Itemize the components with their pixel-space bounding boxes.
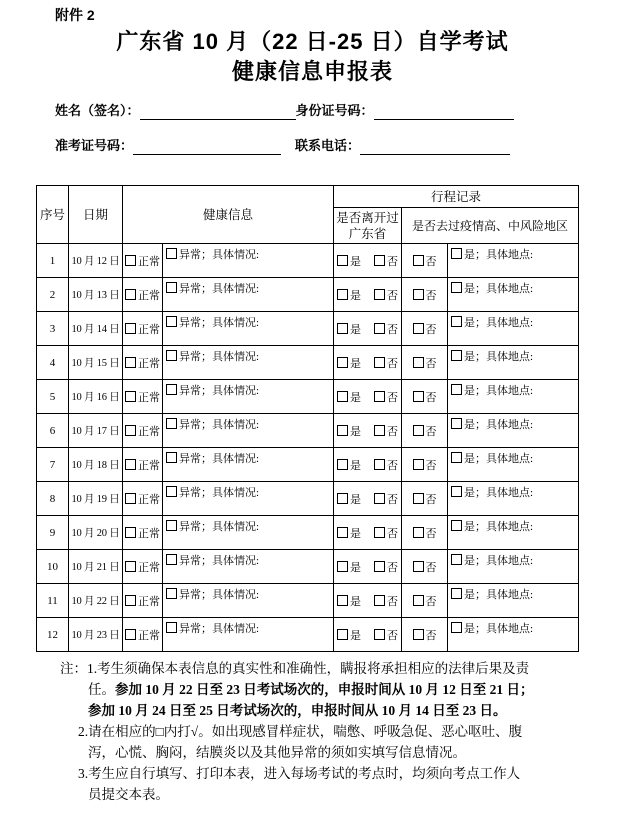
health-normal-cell bbox=[123, 550, 163, 584]
health-normal-cell bbox=[123, 278, 163, 312]
leave-no-label: 否 bbox=[387, 561, 399, 574]
header-health-info: 健康信息 bbox=[123, 186, 334, 244]
exam-ticket-blank[interactable] bbox=[133, 139, 281, 155]
risk-yes-cell bbox=[448, 584, 579, 618]
leave-no-label: 否 bbox=[387, 289, 399, 302]
leave-yes-label: 是 bbox=[350, 357, 362, 370]
date-cell: 10 月 16 日 bbox=[69, 380, 123, 414]
normal-label: 正常 bbox=[138, 425, 160, 438]
health-declaration-table bbox=[36, 185, 579, 652]
note-text: 参加 10 月 24 日至 25 日考试场次的，申报时间从 10 月 14 日至 23 日。 bbox=[88, 703, 507, 718]
checkbox-normal[interactable] bbox=[125, 595, 136, 606]
risk-no-cell bbox=[402, 516, 448, 550]
risk-yes-location-label: 是；具体地点: bbox=[464, 385, 534, 397]
exam-ticket-label: 准考证号码： bbox=[55, 138, 134, 153]
leave-guangdong-cell bbox=[334, 312, 402, 346]
date-cell: 10 月 23 日 bbox=[69, 618, 123, 652]
checkbox-risk-yes[interactable] bbox=[451, 452, 462, 463]
checkbox-risk-no[interactable] bbox=[413, 493, 424, 504]
table-row bbox=[37, 244, 579, 278]
checkbox-leave-yes[interactable] bbox=[337, 289, 348, 300]
checkbox-normal[interactable] bbox=[125, 323, 136, 334]
checkbox-normal[interactable] bbox=[125, 629, 136, 640]
risk-no-label: 否 bbox=[425, 561, 437, 574]
date-cell: 10 月 22 日 bbox=[69, 584, 123, 618]
checkbox-leave-no[interactable] bbox=[374, 425, 385, 436]
leave-yes-label: 是 bbox=[350, 459, 362, 472]
phone-blank[interactable] bbox=[360, 139, 510, 155]
leave-yes-label: 是 bbox=[350, 493, 362, 506]
risk-no-cell bbox=[402, 244, 448, 278]
note-line bbox=[88, 679, 625, 700]
checkbox-leave-no[interactable] bbox=[374, 289, 385, 300]
checkbox-risk-no[interactable] bbox=[413, 289, 424, 300]
risk-yes-cell bbox=[448, 618, 579, 652]
checkbox-normal[interactable] bbox=[125, 425, 136, 436]
checkbox-normal[interactable] bbox=[125, 255, 136, 266]
date-cell: 10 月 21 日 bbox=[69, 550, 123, 584]
normal-label: 正常 bbox=[138, 255, 160, 268]
risk-yes-location-label: 是；具体地点: bbox=[464, 283, 534, 295]
health-abnormal-cell bbox=[163, 448, 334, 482]
risk-yes-cell bbox=[448, 448, 579, 482]
checkbox-leave-no[interactable] bbox=[374, 527, 385, 538]
header-seq: 序号 bbox=[37, 186, 69, 244]
risk-no-cell bbox=[402, 448, 448, 482]
checkbox-normal[interactable] bbox=[125, 527, 136, 538]
health-abnormal-cell bbox=[163, 244, 334, 278]
health-abnormal-cell bbox=[163, 278, 334, 312]
leave-no-label: 否 bbox=[387, 323, 399, 336]
checkbox-abnormal[interactable] bbox=[166, 588, 177, 599]
risk-yes-location-label: 是；具体地点: bbox=[464, 589, 534, 601]
health-normal-cell bbox=[123, 482, 163, 516]
health-normal-cell bbox=[123, 516, 163, 550]
risk-no-label: 否 bbox=[425, 629, 437, 642]
risk-no-cell bbox=[402, 584, 448, 618]
header-risk-area: 是否去过疫情高、中风险地区 bbox=[402, 208, 579, 244]
checkbox-abnormal[interactable] bbox=[166, 554, 177, 565]
checkbox-leave-yes[interactable] bbox=[337, 323, 348, 334]
health-normal-cell bbox=[123, 618, 163, 652]
checkbox-abnormal[interactable] bbox=[166, 316, 177, 327]
health-abnormal-cell bbox=[163, 346, 334, 380]
name-signature-label: 姓名（签名）： bbox=[55, 103, 140, 118]
checkbox-risk-no[interactable] bbox=[413, 595, 424, 606]
checkbox-risk-no[interactable] bbox=[413, 459, 424, 470]
seq-cell: 10 bbox=[37, 550, 69, 584]
health-normal-cell bbox=[123, 380, 163, 414]
abnormal-label: 异常；具体情况: bbox=[179, 589, 260, 601]
leave-guangdong-cell bbox=[334, 618, 402, 652]
attachment-label: 附件 2 bbox=[55, 7, 95, 23]
note-text: 参加 10 月 22 日至 23 日考试场次的，申报时间从 10 月 12 日至 21 日； bbox=[115, 682, 534, 697]
id-number-label: 身份证号码： bbox=[295, 103, 374, 118]
date-cell: 10 月 12 日 bbox=[69, 244, 123, 278]
checkbox-risk-yes[interactable] bbox=[451, 350, 462, 361]
risk-no-label: 否 bbox=[425, 255, 437, 268]
abnormal-label: 异常；具体情况: bbox=[179, 487, 260, 499]
seq-cell: 12 bbox=[37, 618, 69, 652]
leave-no-label: 否 bbox=[387, 595, 399, 608]
leave-no-label: 否 bbox=[387, 357, 399, 370]
table-row bbox=[37, 448, 579, 482]
normal-label: 正常 bbox=[138, 391, 160, 404]
date-cell: 10 月 15 日 bbox=[69, 346, 123, 380]
checkbox-abnormal[interactable] bbox=[166, 622, 177, 633]
risk-yes-location-label: 是；具体地点: bbox=[464, 249, 534, 261]
name-signature-blank[interactable] bbox=[140, 104, 296, 120]
health-abnormal-cell bbox=[163, 482, 334, 516]
table-row bbox=[37, 414, 579, 448]
date-cell: 10 月 14 日 bbox=[69, 312, 123, 346]
checkbox-risk-no[interactable] bbox=[413, 527, 424, 538]
table-row bbox=[37, 482, 579, 516]
form-row-1 bbox=[55, 102, 625, 120]
checkbox-risk-no[interactable] bbox=[413, 425, 424, 436]
risk-yes-cell bbox=[448, 414, 579, 448]
seq-cell: 8 bbox=[37, 482, 69, 516]
risk-no-label: 否 bbox=[425, 459, 437, 472]
risk-no-label: 否 bbox=[425, 425, 437, 438]
checkbox-abnormal[interactable] bbox=[166, 452, 177, 463]
checkbox-abnormal[interactable] bbox=[166, 384, 177, 395]
checkbox-leave-no[interactable] bbox=[374, 255, 385, 266]
checkbox-normal[interactable] bbox=[125, 391, 136, 402]
health-abnormal-cell bbox=[163, 380, 334, 414]
checkbox-leave-yes[interactable] bbox=[337, 561, 348, 572]
date-cell: 10 月 17 日 bbox=[69, 414, 123, 448]
health-abnormal-cell bbox=[163, 414, 334, 448]
checkbox-leave-no[interactable] bbox=[374, 459, 385, 470]
health-normal-cell bbox=[123, 346, 163, 380]
table-row bbox=[37, 312, 579, 346]
risk-yes-location-label: 是；具体地点: bbox=[464, 521, 534, 533]
checkbox-risk-yes[interactable] bbox=[451, 248, 462, 259]
leave-guangdong-cell bbox=[334, 346, 402, 380]
checkbox-risk-no[interactable] bbox=[413, 629, 424, 640]
form-row-2 bbox=[55, 137, 625, 155]
leave-guangdong-cell bbox=[334, 584, 402, 618]
checkbox-leave-yes[interactable] bbox=[337, 493, 348, 504]
checkbox-abnormal[interactable] bbox=[166, 418, 177, 429]
checkbox-normal[interactable] bbox=[125, 459, 136, 470]
leave-no-label: 否 bbox=[387, 493, 399, 506]
risk-yes-cell bbox=[448, 244, 579, 278]
leave-guangdong-cell bbox=[334, 414, 402, 448]
checkbox-risk-no[interactable] bbox=[413, 255, 424, 266]
leave-yes-label: 是 bbox=[350, 391, 362, 404]
normal-label: 正常 bbox=[138, 595, 160, 608]
checkbox-abnormal[interactable] bbox=[166, 248, 177, 259]
seq-cell: 7 bbox=[37, 448, 69, 482]
table-row bbox=[37, 550, 579, 584]
seq-cell: 9 bbox=[37, 516, 69, 550]
normal-label: 正常 bbox=[138, 493, 160, 506]
risk-no-cell bbox=[402, 618, 448, 652]
note-line bbox=[78, 763, 625, 784]
risk-yes-cell bbox=[448, 278, 579, 312]
normal-label: 正常 bbox=[138, 527, 160, 540]
checkbox-risk-yes[interactable] bbox=[451, 622, 462, 633]
leave-guangdong-cell bbox=[334, 244, 402, 278]
checkbox-risk-no[interactable] bbox=[413, 323, 424, 334]
health-abnormal-cell bbox=[163, 312, 334, 346]
leave-guangdong-cell bbox=[334, 380, 402, 414]
checkbox-leave-yes[interactable] bbox=[337, 255, 348, 266]
risk-yes-cell bbox=[448, 516, 579, 550]
risk-yes-cell bbox=[448, 550, 579, 584]
leave-yes-label: 是 bbox=[350, 527, 362, 540]
checkbox-leave-no[interactable] bbox=[374, 391, 385, 402]
normal-label: 正常 bbox=[138, 323, 160, 336]
checkbox-leave-no[interactable] bbox=[374, 561, 385, 572]
checkbox-risk-yes[interactable] bbox=[451, 486, 462, 497]
risk-no-cell bbox=[402, 482, 448, 516]
checkbox-risk-yes[interactable] bbox=[451, 282, 462, 293]
seq-cell: 1 bbox=[37, 244, 69, 278]
checkbox-leave-yes[interactable] bbox=[337, 595, 348, 606]
leave-yes-label: 是 bbox=[350, 323, 362, 336]
risk-no-cell bbox=[402, 346, 448, 380]
header-travel-record: 行程记录 bbox=[334, 186, 579, 208]
risk-yes-location-label: 是；具体地点: bbox=[464, 555, 534, 567]
leave-yes-label: 是 bbox=[350, 595, 362, 608]
page-title-line-1: 广东省 10 月（22 日-25 日）自学考试 bbox=[116, 29, 509, 54]
health-abnormal-cell bbox=[163, 516, 334, 550]
date-cell: 10 月 20 日 bbox=[69, 516, 123, 550]
health-normal-cell bbox=[123, 448, 163, 482]
checkbox-normal[interactable] bbox=[125, 289, 136, 300]
checkbox-risk-yes[interactable] bbox=[451, 588, 462, 599]
risk-no-label: 否 bbox=[425, 289, 437, 302]
risk-no-cell bbox=[402, 380, 448, 414]
abnormal-label: 异常；具体情况: bbox=[179, 385, 260, 397]
health-abnormal-cell bbox=[163, 584, 334, 618]
checkbox-risk-yes[interactable] bbox=[451, 520, 462, 531]
note-text: 员提交本表。 bbox=[88, 787, 169, 802]
risk-no-label: 否 bbox=[425, 527, 437, 540]
date-cell: 10 月 18 日 bbox=[69, 448, 123, 482]
checkbox-abnormal[interactable] bbox=[166, 350, 177, 361]
leave-yes-label: 是 bbox=[350, 255, 362, 268]
leave-guangdong-cell bbox=[334, 482, 402, 516]
header-left-guangdong: 是否离开过广东省 bbox=[334, 208, 402, 244]
abnormal-label: 异常；具体情况: bbox=[179, 419, 260, 431]
note-line bbox=[88, 700, 625, 721]
abnormal-label: 异常；具体情况: bbox=[179, 249, 260, 261]
seq-cell: 3 bbox=[37, 312, 69, 346]
risk-yes-cell bbox=[448, 380, 579, 414]
checkbox-leave-no[interactable] bbox=[374, 493, 385, 504]
note-text: 3.考生应自行填写、打印本表，进入每场考试的考点时，均须向考点工作人 bbox=[78, 766, 521, 781]
abnormal-label: 异常；具体情况: bbox=[179, 623, 260, 635]
checkbox-normal[interactable] bbox=[125, 561, 136, 572]
abnormal-label: 异常；具体情况: bbox=[179, 283, 260, 295]
abnormal-label: 异常；具体情况: bbox=[179, 453, 260, 465]
table-row bbox=[37, 380, 579, 414]
health-abnormal-cell bbox=[163, 550, 334, 584]
notes-section bbox=[60, 658, 625, 805]
table-row bbox=[37, 584, 579, 618]
seq-cell: 2 bbox=[37, 278, 69, 312]
abnormal-label: 异常；具体情况: bbox=[179, 521, 260, 533]
seq-cell: 11 bbox=[37, 584, 69, 618]
checkbox-risk-no[interactable] bbox=[413, 357, 424, 368]
risk-yes-location-label: 是；具体地点: bbox=[464, 487, 534, 499]
risk-yes-location-label: 是；具体地点: bbox=[464, 623, 534, 635]
checkbox-leave-yes[interactable] bbox=[337, 629, 348, 640]
health-normal-cell bbox=[123, 414, 163, 448]
checkbox-normal[interactable] bbox=[125, 493, 136, 504]
note-line bbox=[60, 658, 625, 679]
abnormal-label: 异常；具体情况: bbox=[179, 555, 260, 567]
note-text: 2.请在相应的□内打√。如出现感冒样症状，喘憋、呼吸急促、恶心呕吐、腹 bbox=[78, 724, 523, 739]
note-text: 任。 bbox=[88, 682, 115, 697]
leave-yes-label: 是 bbox=[350, 629, 362, 642]
checkbox-normal[interactable] bbox=[125, 357, 136, 368]
risk-no-cell bbox=[402, 414, 448, 448]
risk-yes-location-label: 是；具体地点: bbox=[464, 351, 534, 363]
checkbox-leave-yes[interactable] bbox=[337, 357, 348, 368]
phone-label: 联系电话： bbox=[295, 138, 361, 153]
risk-no-label: 否 bbox=[425, 595, 437, 608]
table-header-row-1 bbox=[37, 186, 579, 208]
checkbox-risk-no[interactable] bbox=[413, 561, 424, 572]
risk-yes-cell bbox=[448, 312, 579, 346]
leave-guangdong-cell bbox=[334, 448, 402, 482]
checkbox-abnormal[interactable] bbox=[166, 486, 177, 497]
checkbox-leave-yes[interactable] bbox=[337, 425, 348, 436]
health-abnormal-cell bbox=[163, 618, 334, 652]
normal-label: 正常 bbox=[138, 561, 160, 574]
leave-yes-label: 是 bbox=[350, 561, 362, 574]
table-row bbox=[37, 516, 579, 550]
checkbox-leave-yes[interactable] bbox=[337, 391, 348, 402]
leave-no-label: 否 bbox=[387, 527, 399, 540]
leave-guangdong-cell bbox=[334, 516, 402, 550]
checkbox-risk-yes[interactable] bbox=[451, 418, 462, 429]
normal-label: 正常 bbox=[138, 459, 160, 472]
date-cell: 10 月 19 日 bbox=[69, 482, 123, 516]
normal-label: 正常 bbox=[138, 357, 160, 370]
risk-yes-cell bbox=[448, 482, 579, 516]
checkbox-leave-yes[interactable] bbox=[337, 527, 348, 538]
checkbox-leave-no[interactable] bbox=[374, 357, 385, 368]
risk-yes-location-label: 是；具体地点: bbox=[464, 317, 534, 329]
leave-no-label: 否 bbox=[387, 425, 399, 438]
page-title-line-2: 健康信息申报表 bbox=[231, 59, 393, 84]
health-normal-cell bbox=[123, 312, 163, 346]
note-line bbox=[88, 742, 625, 763]
checkbox-abnormal[interactable] bbox=[166, 520, 177, 531]
risk-no-cell bbox=[402, 550, 448, 584]
checkbox-leave-no[interactable] bbox=[374, 595, 385, 606]
risk-no-cell bbox=[402, 278, 448, 312]
risk-no-cell bbox=[402, 312, 448, 346]
health-normal-cell bbox=[123, 584, 163, 618]
header-date: 日期 bbox=[69, 186, 123, 244]
leave-yes-label: 是 bbox=[350, 425, 362, 438]
seq-cell: 5 bbox=[37, 380, 69, 414]
id-number-blank[interactable] bbox=[374, 104, 514, 120]
seq-cell: 6 bbox=[37, 414, 69, 448]
leave-no-label: 否 bbox=[387, 255, 399, 268]
risk-no-label: 否 bbox=[425, 357, 437, 370]
leave-yes-label: 是 bbox=[350, 289, 362, 302]
leave-guangdong-cell bbox=[334, 278, 402, 312]
abnormal-label: 异常；具体情况: bbox=[179, 351, 260, 363]
risk-no-label: 否 bbox=[425, 391, 437, 404]
checkbox-risk-yes[interactable] bbox=[451, 384, 462, 395]
risk-no-label: 否 bbox=[425, 323, 437, 336]
leave-no-label: 否 bbox=[387, 391, 399, 404]
abnormal-label: 异常；具体情况: bbox=[179, 317, 260, 329]
leave-no-label: 否 bbox=[387, 629, 399, 642]
risk-yes-cell bbox=[448, 346, 579, 380]
table-row bbox=[37, 618, 579, 652]
normal-label: 正常 bbox=[138, 629, 160, 642]
table-row bbox=[37, 278, 579, 312]
normal-label: 正常 bbox=[138, 289, 160, 302]
risk-no-label: 否 bbox=[425, 493, 437, 506]
note-text: 泻，心慌、胸闷，结膜炎以及其他异常的须如实填写信息情况。 bbox=[88, 745, 466, 760]
risk-yes-location-label: 是；具体地点: bbox=[464, 419, 534, 431]
seq-cell: 4 bbox=[37, 346, 69, 380]
checkbox-abnormal[interactable] bbox=[166, 282, 177, 293]
risk-yes-location-label: 是；具体地点: bbox=[464, 453, 534, 465]
checkbox-risk-yes[interactable] bbox=[451, 554, 462, 565]
date-cell: 10 月 13 日 bbox=[69, 278, 123, 312]
checkbox-leave-yes[interactable] bbox=[337, 459, 348, 470]
note-line bbox=[78, 721, 625, 742]
checkbox-leave-no[interactable] bbox=[374, 629, 385, 640]
table-row bbox=[37, 346, 579, 380]
leave-no-label: 否 bbox=[387, 459, 399, 472]
note-text: 注：1.考生须确保本表信息的真实性和准确性，瞒报将承担相应的法律后果及责 bbox=[60, 661, 530, 676]
leave-guangdong-cell bbox=[334, 550, 402, 584]
checkbox-leave-no[interactable] bbox=[374, 323, 385, 334]
checkbox-risk-no[interactable] bbox=[413, 391, 424, 402]
checkbox-risk-yes[interactable] bbox=[451, 316, 462, 327]
note-line bbox=[88, 784, 625, 805]
health-normal-cell bbox=[123, 244, 163, 278]
